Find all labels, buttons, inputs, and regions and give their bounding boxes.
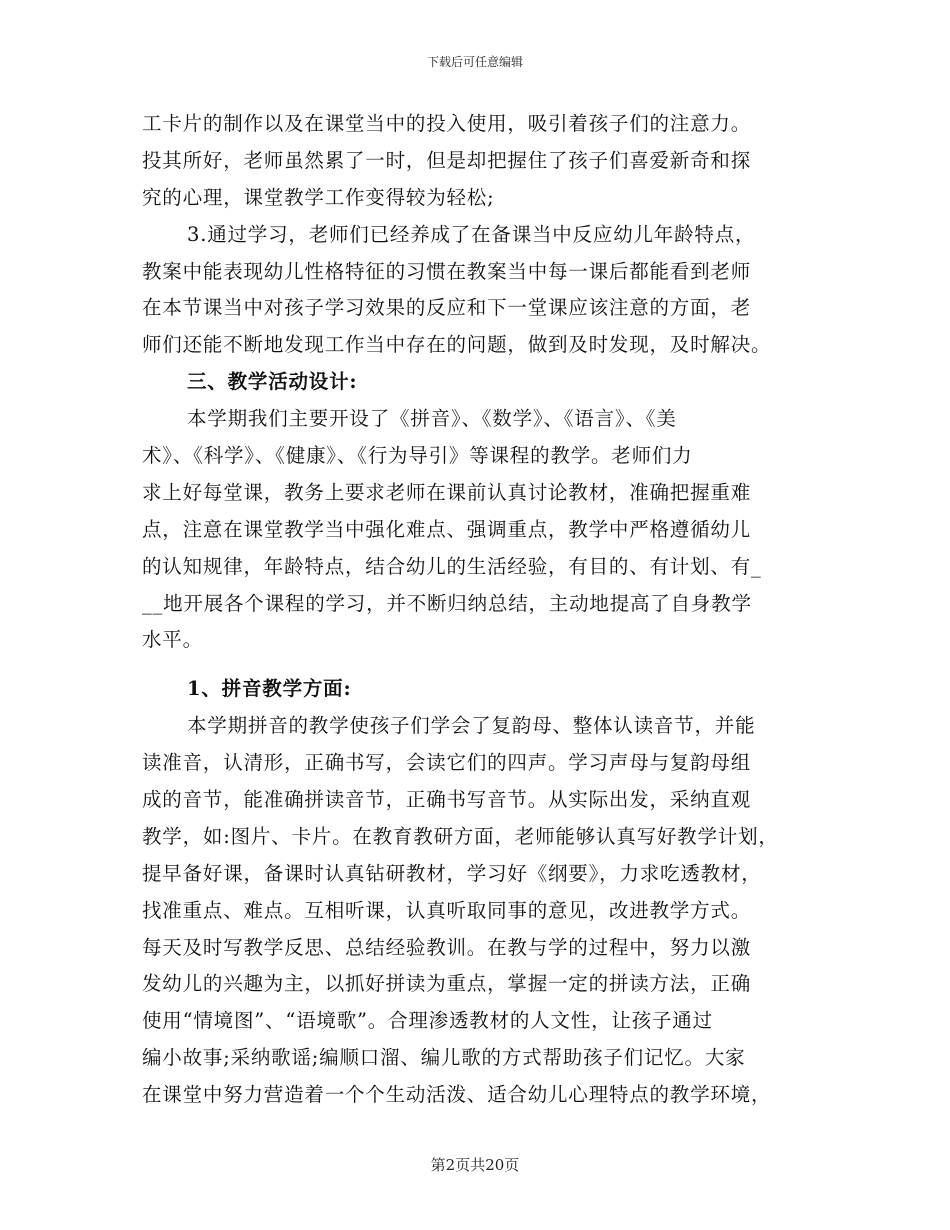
document-body [142, 106, 814, 1114]
text-line: 水平。 [142, 628, 203, 652]
text-line: 究的心理，课堂教学工作变得较为轻松; [142, 185, 495, 209]
text-line: 在本节课当中对孩子学习效果的反应和下一堂课应该注意的方面，老 [142, 296, 752, 320]
text-line: 本学期拼音的教学使孩子们学会了复韵母、整体认读音节，并能 [187, 714, 756, 738]
text-line: 成的音节，能准确拼读音节，正确书写音节。从实际出发，采纳直观 [142, 788, 752, 812]
section-heading: 1、拼音教学方面: [187, 677, 352, 701]
text-line: 术》、《科学》、《健康》、《行为导引》等课程的教学。老师们力 [142, 444, 693, 468]
text-line: 教学，如:图片、卡片。在教育教研方面，老师能够认真写好教学计划， [142, 824, 779, 848]
text-line: 发幼儿的兴趣为主，以抓好拼读为重点，掌握一定的拼读方法，正确 [142, 972, 752, 996]
text-line: 在课堂中努力营造着一个个生动活泼、适合幼儿心理特点的教学环境， [142, 1083, 772, 1107]
page-header: 下载后可任意编辑 [426, 55, 523, 69]
text-line: 读准音，认清形，正确书写，会读它们的四声。学习声母与复韵母组 [142, 751, 752, 775]
text-line: 提早备好课，备课时认真钻研教材，学习好《纲要》，力求吃透教材， [142, 861, 762, 885]
text-line: 的认知规律，年龄特点，结合幼儿的生活经验，有目的、有计划、有_ [142, 554, 762, 578]
text-line: 师们还能不断地发现工作当中存在的问题，做到及时发现，及时解决。 [142, 333, 772, 357]
text-line: 每天及时写教学反思、总结经验教训。在教与学的过程中，努力以激 [142, 935, 752, 959]
text-line: 3.通过学习，老师们已经养成了在备课当中反应幼儿年龄特点， [187, 222, 756, 246]
text-line: 教案中能表现幼儿性格特征的习惯在教案当中每一课后都能看到老师 [142, 259, 752, 283]
text-line: 本学期我们主要开设了《拼音》、《数学》、《语言》、《美 [187, 407, 677, 431]
text-line: 求上好每堂课，教务上要求老师在课前认真讨论教材，准确把握重难 [142, 480, 752, 504]
text-line: 工卡片的制作以及在课堂当中的投入使用，吸引着孩子们的注意力。 [142, 112, 752, 135]
text-line: 点，注意在课堂教学当中强化难点、强调重点，教学中严格遵循幼儿 [142, 517, 752, 541]
section-heading: 三、教学活动设计: [187, 370, 358, 394]
paragraph-gap [142, 659, 814, 671]
text-line: __地开展各个课程的学习，并不断归纳总结，主动地提高了自身教学 [142, 591, 752, 615]
text-line: 找准重点、难点。互相听课，认真听取同事的意见，改进教学方式。 [142, 898, 752, 922]
page-footer: 第2页共20页 [430, 1156, 520, 1174]
text-line: 使用“情境图”、“语境歌”。合理渗透教材的人文性，让孩子通过 [142, 1009, 713, 1033]
text-line: 投其所好，老师虽然累了一时，但是却把握住了孩子们喜爱新奇和探 [142, 148, 752, 172]
text-line: 编小故事;采纳歌谣;编顺口溜、编儿歌的方式帮助孩子们记忆。大家 [142, 1046, 746, 1070]
